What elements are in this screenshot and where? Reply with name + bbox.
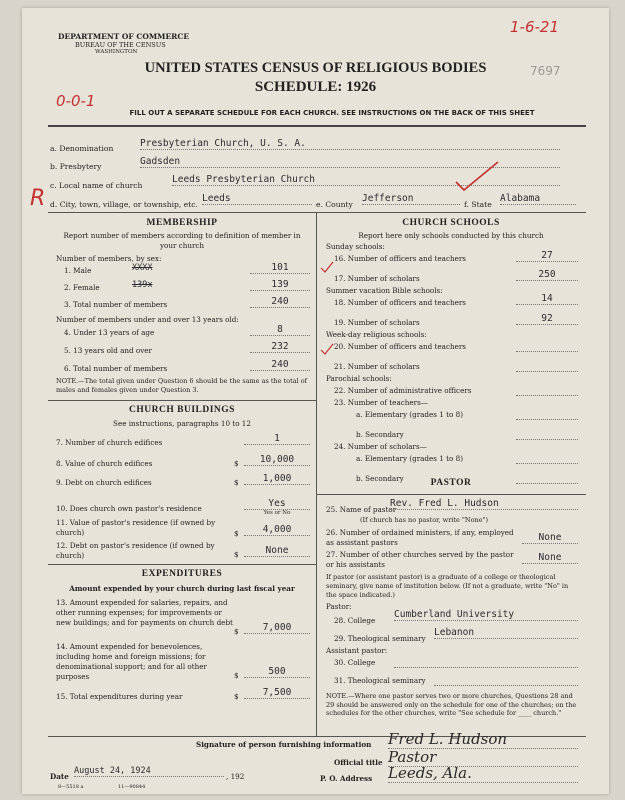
red-margin-mark: R — [30, 186, 46, 211]
po-address-label: P. O. Address — [320, 774, 373, 783]
date-year-suffix: , 192 — [226, 772, 245, 781]
buildings-title: CHURCH BUILDINGS — [129, 405, 235, 415]
q13-dollar: $ — [234, 627, 239, 636]
q22-blank — [516, 395, 578, 396]
q22-label: 22. Number of administrative officers — [334, 386, 472, 395]
q17-value: 250 — [516, 269, 578, 281]
q11-dollar: $ — [234, 529, 239, 538]
q9-dollar: $ — [234, 478, 239, 487]
q12-dollar: $ — [234, 550, 239, 559]
q29-value: Lebanon — [434, 627, 578, 639]
form-title: UNITED STATES CENSUS OF RELIGIOUS BODIES — [144, 60, 487, 76]
denomination-value: Presbyterian Church, U. S. A. — [140, 138, 560, 150]
summer-heading: Summer vacation Bible schools: — [326, 286, 443, 295]
membership-title: MEMBERSHIP — [146, 218, 218, 228]
q5-value: 232 — [250, 341, 310, 353]
q15-dollar: $ — [234, 692, 239, 701]
by-sex-heading: Number of members, by sex: — [56, 254, 162, 263]
q27-label: 27. Number of other churches served by the pastor or his assistants — [326, 550, 514, 569]
city-field-label: d. City, town, village, or township, etc. — [50, 200, 198, 209]
signature-value: Fred L. Hudson — [388, 730, 578, 749]
q26-label: 26. Number of ordained ministers, if any, employed as assistant pastors — [326, 528, 514, 547]
q6-label: 6. Total number of members — [64, 364, 168, 373]
sunday-heading: Sunday schools: — [326, 242, 385, 251]
q5-label: 5. 13 years old and over — [64, 346, 152, 355]
membership-intro: Report number of members according to definition of member in your church — [63, 231, 301, 250]
q14-value: 500 — [244, 666, 310, 678]
presbytery-label: b. Presbytery — [50, 162, 102, 171]
q15-value: 7,500 — [244, 687, 310, 699]
q4-label: 4. Under 13 years of age — [64, 328, 155, 337]
q19-value: 92 — [516, 313, 578, 325]
q24a-label: a. Elementary (grades 1 to 8) — [356, 454, 463, 463]
q12-value: None — [244, 545, 310, 557]
q31-label: 31. Theological seminary — [334, 676, 426, 685]
q15-label: 15. Total expenditures during year — [56, 692, 183, 701]
q7-value: 1 — [244, 433, 310, 445]
q4-value: 8 — [250, 324, 310, 336]
red-tick-marks-icon — [318, 260, 338, 360]
q14-dollar: $ — [234, 671, 239, 680]
q23-label: 23. Number of teachers— — [334, 398, 428, 407]
po-address-value: Leeds, Ala. — [388, 764, 578, 783]
city-label: WASHINGTON — [95, 49, 138, 55]
q13-label: 13. Amount expended for salaries, repairs, and other running expenses; for improvements or new buildings; and for payments on church debt — [56, 598, 233, 627]
expenditures-intro: Amount expended by your church during last fiscal year — [69, 584, 295, 593]
q23a-label: a. Elementary (grades 1 to 8) — [356, 410, 463, 419]
q25-label: 25. Name of pastor — [326, 505, 397, 514]
q24-label: 24. Number of scholars— — [334, 442, 427, 451]
q12-label: 12. Debt on pastor's residence (if owned by church) — [56, 541, 215, 560]
q2-label: 2. Female — [64, 283, 100, 292]
pastor-subheading: Pastor: — [326, 602, 352, 611]
official-title-value: Pastor — [388, 748, 578, 767]
q30-label: 30. College — [334, 658, 376, 667]
county-value: Jefferson — [362, 193, 460, 205]
q8-value: 10,000 — [244, 454, 310, 466]
q14-label: 14. Amount expended for benevolences, including home and foreign missions; for denominational support; and for all other purposes — [56, 642, 207, 681]
age-heading: Number of members under and over 13 years old: — [56, 315, 239, 324]
city-value: Leeds — [202, 193, 312, 205]
q29-label: 29. Theological seminary — [334, 634, 426, 643]
official-title-label: Official title — [334, 758, 383, 767]
q2-value: 139 — [250, 279, 310, 291]
church-name-value: Leeds Presbyterian Church — [172, 174, 560, 186]
q30-blank — [394, 667, 578, 668]
date-value: August 24, 1924 — [74, 766, 224, 777]
q9-label: 9. Debt on church edifices — [56, 478, 152, 487]
q16-value: 27 — [516, 250, 578, 262]
q3-label: 3. Total number of members — [64, 300, 168, 309]
q18-label: 18. Number of officers and teachers — [334, 298, 466, 307]
state-value: Alabama — [500, 193, 576, 205]
schools-intro: Report here only schools conducted by this church — [358, 231, 544, 240]
q20-blank — [516, 351, 578, 352]
q13-value: 7,000 — [244, 622, 310, 634]
red-check-icon — [452, 158, 502, 194]
state-label: f. State — [464, 200, 492, 209]
q23b-blank — [516, 439, 578, 440]
q10-value: Yes — [244, 498, 310, 510]
parochial-heading: Parochial schools: — [326, 374, 392, 383]
print-code-1: 8—5518 a — [58, 784, 84, 790]
pastor-note: NOTE.—Where one pastor serves two or more churches, Questions 28 and 29 should be answered only on the schedule for one of the churches; on the schedules for the other churches, write "See schedule for ____ church." — [326, 692, 577, 717]
q21-blank — [516, 371, 578, 372]
q25-hint: (If church has no pastor, write "None") — [360, 516, 489, 524]
q31-blank — [434, 685, 578, 686]
q2-strike: 139x — [132, 280, 153, 290]
instruction-line: FILL OUT A SEPARATE SCHEDULE FOR EACH CHURCH. SEE INSTRUCTIONS ON THE BACK OF THIS SHEET — [129, 109, 535, 117]
q11-label: 11. Value of pastor's residence (if owned by church) — [56, 518, 216, 537]
membership-note: NOTE.—The total given under Question 6 should be the same as the total of males and females given under Question 3. — [56, 377, 308, 394]
q21-label: 21. Number of scholars — [334, 362, 420, 371]
church-name-label: c. Local name of church — [50, 181, 143, 190]
stamp-number: 7697 — [530, 64, 561, 78]
q8-dollar: $ — [234, 459, 239, 468]
assistant-subheading: Assistant pastor: — [326, 646, 388, 655]
q9-value: 1,000 — [244, 473, 310, 485]
county-label: e. County — [316, 200, 353, 209]
red-date: 1-6-21 — [510, 18, 559, 36]
q23a-blank — [516, 419, 578, 420]
department-label: DEPARTMENT OF COMMERCE — [58, 32, 190, 41]
q10-hint: Yes or No — [263, 510, 291, 516]
q18-value: 14 — [516, 293, 578, 305]
weekday-heading: Week-day religious schools: — [326, 330, 427, 339]
schedule-title: SCHEDULE: 1926 — [254, 79, 377, 95]
presbytery-value: Gadsden — [140, 156, 560, 168]
q10-label: 10. Does church own pastor's residence — [56, 504, 202, 513]
q23b-label: b. Secondary — [356, 430, 404, 439]
q1-value: 101 — [250, 262, 310, 274]
q24a-blank — [516, 463, 578, 464]
q20-label: 20. Number of officers and teachers — [334, 342, 466, 351]
q11-value: 4,000 — [244, 524, 310, 536]
q24b-label: b. Secondary — [356, 474, 404, 483]
q3-value: 240 — [250, 296, 310, 308]
census-form — [22, 8, 609, 794]
pastor-title: PASTOR — [430, 478, 472, 488]
q1-strike: XXXX — [132, 263, 153, 273]
q8-label: 8. Value of church edifices — [56, 459, 153, 468]
q27-value: None — [522, 552, 578, 564]
denomination-label: a. Denomination — [50, 144, 114, 153]
q28-value: Cumberland University — [394, 609, 578, 621]
bureau-label: BUREAU OF THE CENSUS — [75, 41, 166, 49]
red-code: 0-0-1 — [56, 92, 96, 110]
print-code-2: 11—90844 — [118, 784, 146, 790]
q26-value: None — [522, 532, 578, 544]
q17-label: 17. Number of scholars — [334, 274, 420, 283]
q28-label: 28. College — [334, 616, 376, 625]
signature-label: Signature of person furnishing information — [196, 740, 372, 749]
buildings-intro: See instructions, paragraphs 10 to 12 — [113, 419, 251, 428]
schools-title: CHURCH SCHOOLS — [402, 218, 500, 228]
q6-value: 240 — [250, 359, 310, 371]
graduate-intro: If pastor (or assistant pastor) is a graduate of a college or theological seminary, give name of institution below. (If not a graduate, write "No" in the space indicated.) — [326, 573, 569, 599]
date-label: Date — [50, 772, 69, 781]
q7-label: 7. Number of church edifices — [56, 438, 163, 447]
q25-value: Rev. Fred L. Hudson — [390, 498, 578, 510]
q19-label: 19. Number of scholars — [334, 318, 420, 327]
q1-label: 1. Male — [64, 266, 92, 275]
q16-label: 16. Number of officers and teachers — [334, 254, 466, 263]
expenditures-title: EXPENDITURES — [141, 569, 223, 579]
